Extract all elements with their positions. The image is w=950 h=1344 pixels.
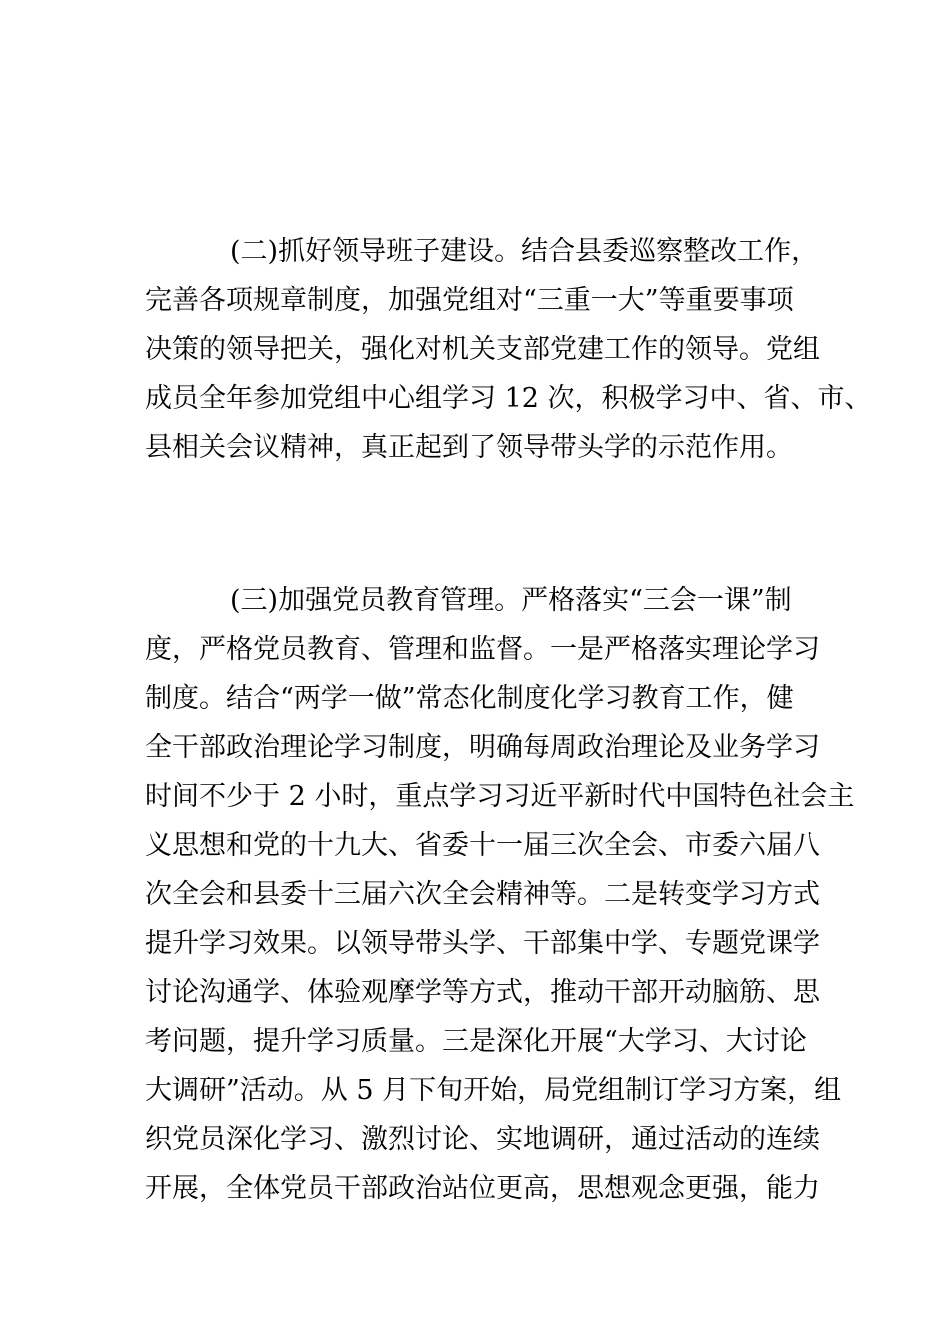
text-line: 讨论沟通学、体验观摩学等方式，推动干部开动脑筋、思 [145,977,820,1008]
text-line: 全干部政治理论学习制度，明确每周政治理论及业务学习 [145,732,820,763]
text-line: (三)加强党员教育管理。严格落实“三会一课”制 [230,585,792,616]
text-line: 开展，全体党员干部政治站位更高，思想观念更强，能力 [145,1173,820,1204]
text-line: 制度。结合“两学一做”常态化制度化学习教育工作，健 [145,683,794,714]
paragraph-leadership-building [145,227,872,472]
text-line: 县相关会议精神，真正起到了领导带头学的示范作用。 [145,432,793,463]
paragraph-member-education [145,576,855,1213]
text-line: 决策的领导把关，强化对机关支部党建工作的领导。党组 [145,334,820,365]
text-line: 时间不少于 2 小时，重点学习习近平新时代中国特色社会主 [145,781,855,812]
text-line: 大调研”活动。从 5 月下旬开始，局党组制订学习方案，组 [145,1075,842,1106]
text-line: 成员全年参加党组中心组学习 12 次，积极学习中、省、市、 [145,383,872,414]
text-line: 义思想和党的十九大、省委十一届三次全会、市委六届八 [145,830,820,861]
text-line: 次全会和县委十三届六次全会精神等。二是转变学习方式 [145,879,820,910]
text-line: 度，严格党员教育、管理和监督。一是严格落实理论学习 [145,634,820,665]
text-line: 织党员深化学习、激烈讨论、实地调研，通过活动的连续 [145,1124,820,1155]
text-line: (二)抓好领导班子建设。结合县委巡察整改工作， [230,236,819,267]
text-line: 完善各项规章制度，加强党组对“三重一大”等重要事项 [145,285,794,316]
text-line: 提升学习效果。以领导带头学、干部集中学、专题党课学 [145,928,820,959]
text-line: 考问题，提升学习质量。三是深化开展“大学习、大讨论 [145,1026,807,1057]
